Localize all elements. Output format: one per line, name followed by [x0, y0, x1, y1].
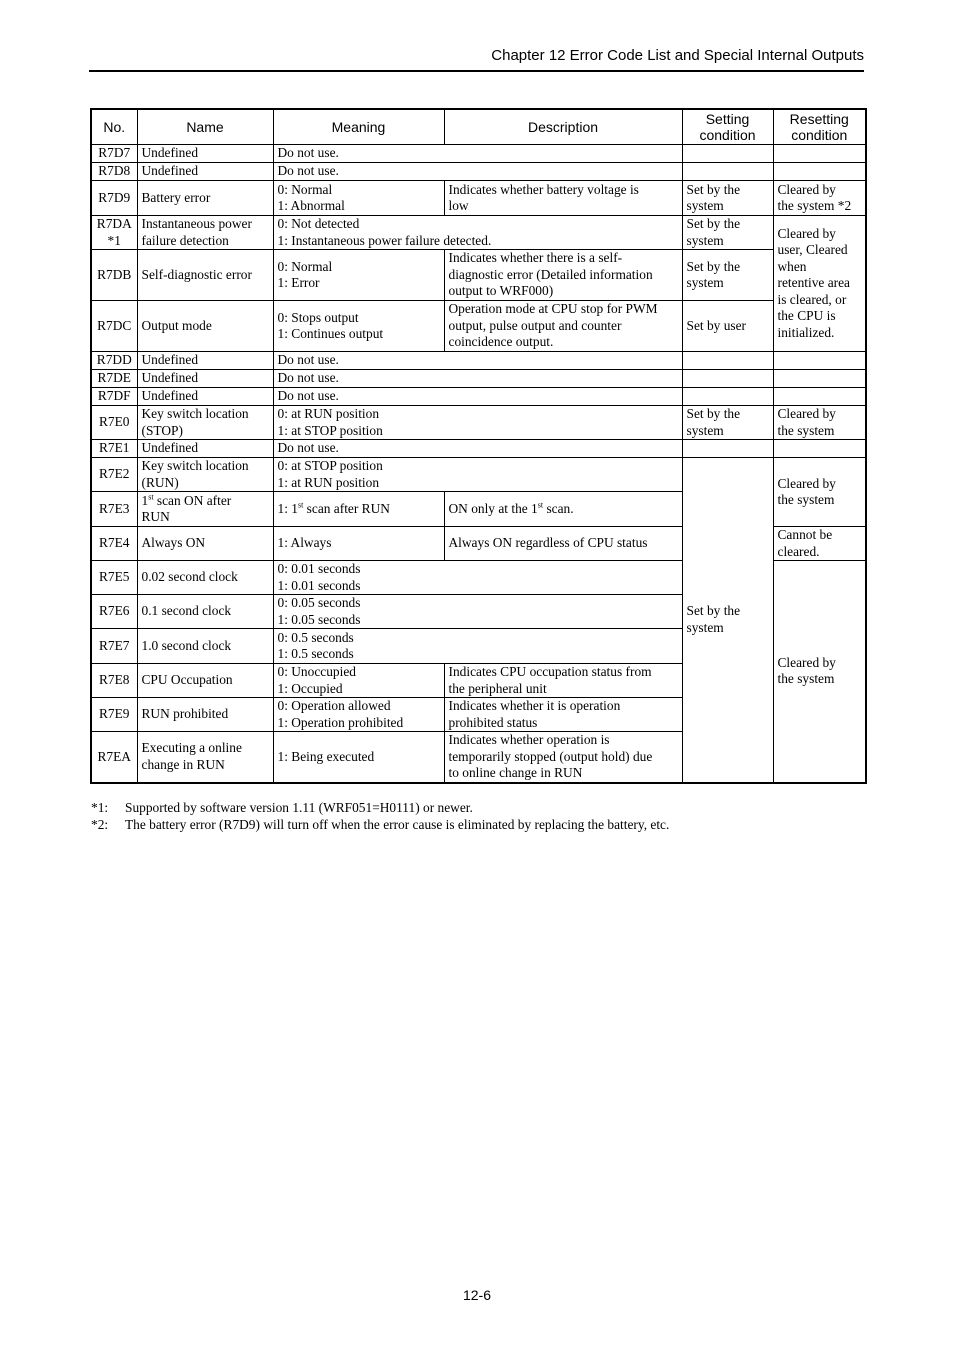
- resetting-cell: Cleared by the system: [773, 561, 866, 783]
- code-cell: R7EA: [91, 732, 137, 783]
- setting-cell: [682, 370, 773, 388]
- setting-cell: Set by the system: [682, 458, 773, 783]
- table-row: [91, 458, 866, 492]
- meaning-cell: 0: 0.01 seconds 1: 0.01 seconds: [273, 561, 682, 595]
- meaning-cell: 0: Stops output 1: Continues output: [273, 301, 444, 352]
- meaning-cell: Do not use.: [273, 145, 682, 163]
- resetting-cell: Cleared by the system *2: [773, 181, 866, 216]
- description-cell: Indicates whether battery voltage is low: [444, 181, 682, 216]
- footnote: [91, 816, 861, 833]
- setting-cell: Set by the system: [682, 406, 773, 440]
- setting-cell: Set by the system: [682, 216, 773, 250]
- code-cell: R7DF: [91, 388, 137, 406]
- name-cell: 0.02 second clock: [137, 561, 273, 595]
- table-row: [91, 145, 866, 163]
- resetting-cell: [773, 163, 866, 181]
- description-cell: Always ON regardless of CPU status: [444, 527, 682, 561]
- code-cell: R7DD: [91, 352, 137, 370]
- resetting-cell: [773, 388, 866, 406]
- name-cell: Battery error: [137, 181, 273, 216]
- footnote: [91, 799, 861, 816]
- name-cell: Instantaneous power failure detection: [137, 216, 273, 250]
- meaning-cell: 0: 0.05 seconds 1: 0.05 seconds: [273, 595, 682, 629]
- column-header-setting: Setting condition: [682, 109, 773, 145]
- table-row: [91, 163, 866, 181]
- meaning-cell: Do not use.: [273, 352, 682, 370]
- name-cell: Self-diagnostic error: [137, 250, 273, 301]
- table-row: [91, 301, 866, 352]
- meaning-cell: Do not use.: [273, 440, 682, 458]
- meaning-cell: Do not use.: [273, 388, 682, 406]
- code-cell: R7E3: [91, 492, 137, 527]
- meaning-cell: 0: at RUN position 1: at STOP position: [273, 406, 682, 440]
- code-cell: R7E9: [91, 698, 137, 732]
- code-cell: R7E5: [91, 561, 137, 595]
- table-row: [91, 250, 866, 301]
- page-number: 12-6: [462, 1287, 492, 1303]
- meaning-cell: 1: Always: [273, 527, 444, 561]
- name-cell: Key switch location (STOP): [137, 406, 273, 440]
- resetting-cell: [773, 352, 866, 370]
- setting-cell: [682, 440, 773, 458]
- column-header-no: No.: [91, 109, 137, 145]
- name-cell: RUN prohibited: [137, 698, 273, 732]
- description-cell: ON only at the 1st scan.: [444, 492, 682, 527]
- table-row: [91, 370, 866, 388]
- column-header-description: Description: [444, 109, 682, 145]
- description-cell: Indicates whether it is operation prohibited status: [444, 698, 682, 732]
- resetting-cell: Cleared by the system: [773, 458, 866, 527]
- name-cell: CPU Occupation: [137, 664, 273, 698]
- code-cell: R7E4: [91, 527, 137, 561]
- footnote-mark: *2:: [91, 817, 109, 832]
- resetting-cell: [773, 370, 866, 388]
- name-cell: Undefined: [137, 370, 273, 388]
- meaning-cell: 0: Operation allowed 1: Operation prohibited: [273, 698, 444, 732]
- name-cell: Always ON: [137, 527, 273, 561]
- setting-cell: [682, 163, 773, 181]
- setting-cell: [682, 145, 773, 163]
- setting-cell: [682, 352, 773, 370]
- meaning-cell: 0: Normal 1: Error: [273, 250, 444, 301]
- column-header-meaning: Meaning: [273, 109, 444, 145]
- resetting-cell: Cannot be cleared.: [773, 527, 866, 561]
- code-cell: R7E6: [91, 595, 137, 629]
- name-cell: 0.1 second clock: [137, 595, 273, 629]
- footnote-mark: *1:: [91, 800, 109, 815]
- meaning-cell: 0: Unoccupied 1: Occupied: [273, 664, 444, 698]
- code-cell: R7E7: [91, 629, 137, 664]
- setting-cell: Set by the system: [682, 181, 773, 216]
- meaning-cell: Do not use.: [273, 163, 682, 181]
- resetting-cell: [773, 440, 866, 458]
- code-cell: R7E2: [91, 458, 137, 492]
- code-cell: R7E0: [91, 406, 137, 440]
- resetting-cell: Cleared by user, Cleared when retentive area is cleared, or the CPU is initialized.: [773, 216, 866, 352]
- table-row: [91, 406, 866, 440]
- code-cell: R7DE: [91, 370, 137, 388]
- meaning-cell: 1: 1st scan after RUN: [273, 492, 444, 527]
- description-cell: Indicates whether operation is temporarily stopped (output hold) due to online change in RUN: [444, 732, 682, 783]
- code-cell: R7DB: [91, 250, 137, 301]
- name-cell: 1.0 second clock: [137, 629, 273, 664]
- setting-cell: Set by user: [682, 301, 773, 352]
- name-cell: Output mode: [137, 301, 273, 352]
- footnote-text: Supported by software version 1.11 (WRF051=H0111) or newer.: [125, 800, 473, 815]
- name-cell: Undefined: [137, 388, 273, 406]
- setting-cell: Set by the system: [682, 250, 773, 301]
- table-row: [91, 388, 866, 406]
- name-cell: 1st scan ON after RUN: [137, 492, 273, 527]
- name-cell: Undefined: [137, 145, 273, 163]
- name-cell: Key switch location (RUN): [137, 458, 273, 492]
- code-cell: R7DC: [91, 301, 137, 352]
- page-header: Chapter 12 Error Code List and Special Internal Outputs: [89, 47, 864, 72]
- column-header-name: Name: [137, 109, 273, 145]
- description-cell: Indicates CPU occupation status from the peripheral unit: [444, 664, 682, 698]
- meaning-cell: 0: Normal 1: Abnormal: [273, 181, 444, 216]
- code-cell: R7E1: [91, 440, 137, 458]
- name-cell: Undefined: [137, 352, 273, 370]
- name-cell: Undefined: [137, 440, 273, 458]
- code-cell: R7D9: [91, 181, 137, 216]
- description-cell: Operation mode at CPU stop for PWM output, pulse output and counter coincidence output.: [444, 301, 682, 352]
- code-cell: R7DA *1: [91, 216, 137, 250]
- setting-cell: [682, 388, 773, 406]
- resetting-cell: Cleared by the system: [773, 406, 866, 440]
- column-header-resetting: Resetting condition: [773, 109, 866, 145]
- footnote-text: The battery error (R7D9) will turn off when the error cause is eliminated by replacing the battery, etc.: [125, 817, 670, 832]
- name-cell: Undefined: [137, 163, 273, 181]
- table-row: [91, 440, 866, 458]
- meaning-cell: 1: Being executed: [273, 732, 444, 783]
- meaning-cell: 0: 0.5 seconds 1: 0.5 seconds: [273, 629, 682, 664]
- table-row: [91, 216, 866, 250]
- code-cell: R7D8: [91, 163, 137, 181]
- meaning-cell: Do not use.: [273, 370, 682, 388]
- meaning-cell: 0: at STOP position 1: at RUN position: [273, 458, 682, 492]
- special-internal-outputs-table: [90, 108, 867, 784]
- table-row: [91, 181, 866, 216]
- footnotes: [91, 799, 861, 833]
- table-row: [91, 352, 866, 370]
- resetting-cell: [773, 145, 866, 163]
- description-cell: Indicates whether there is a self- diagnostic error (Detailed information output to WRF000): [444, 250, 682, 301]
- code-cell: R7D7: [91, 145, 137, 163]
- table-header-row: [91, 109, 866, 145]
- meaning-cell: 0: Not detected 1: Instantaneous power failure detected.: [273, 216, 682, 250]
- code-cell: R7E8: [91, 664, 137, 698]
- name-cell: Executing a online change in RUN: [137, 732, 273, 783]
